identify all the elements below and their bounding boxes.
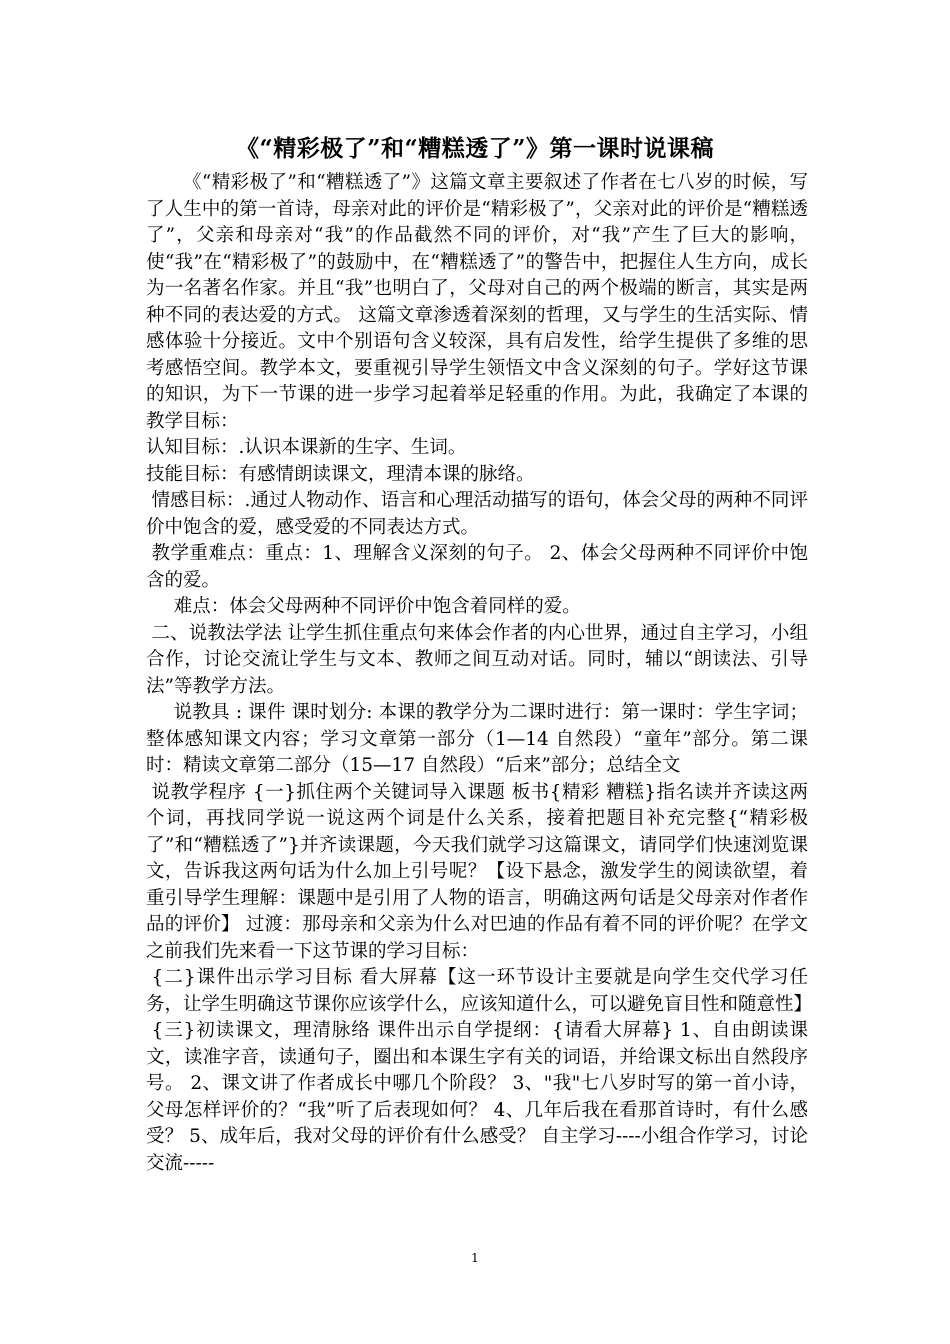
- paragraph-teaching-method: 二、说教法学法 让学生抓住重点句来体会作者的内心世界，通过自主学习，小组合作，讨论交流让学生与文本、教师之间互动对话。同时，辅以“朗读法、引导法”等教学方法。: [146, 622, 808, 697]
- paragraph-teaching-aids: 说教具 : 课件 课时划分: 本课的教学分为二课时进行：第一课时：学生字词；整体感知课文内容；学习文章第一部分（1—14 自然段）“童年”部分。第二课时：精读文章第二部分（15—17 自然段）“后来”部分；总结全文: [146, 702, 808, 776]
- paragraph-procedure-3: {三}初读课文，理清脉络 课件出示自学提纲：{请看大屏幕} 1、自由朗读课文，读准字音，读通句子，圈出和本课生字有关的词语，并给课文标出自然段序号。 2、课文讲了作者成长中哪几个阶段？ 3、"我"七八岁时写的第一首小诗，父母怎样评价的？“我”听了后表现如何？ 4、几年后我在看那首诗时，有什么感受？ 5、成年后，我对父母的评价有什么感受？ 自主学习----小组合作学习，讨论交流-----: [146, 1020, 808, 1174]
- page-number: 1: [471, 1251, 479, 1265]
- paragraph-emotion-goal: 情感目标：.通过人物动作、语言和心理活动描写的语句，体会父母的两种不同评价中饱含的爱，感受爱的不同表达方式。: [146, 490, 808, 538]
- paragraph-difficulty: 难点：体会父母两种不同评价中饱含着同样的爱。: [173, 596, 581, 617]
- paragraph-procedure-2: {二}课件出示学习目标 看大屏幕【这一环节设计主要就是向学生交代学习任务，让学生明确这节课你应该学什么，应该知道什么，可以避免盲目性和随意性】: [146, 967, 813, 1015]
- paragraph-intro: 《“精彩极了”和“糟糕透了”》这篇文章主要叙述了作者在七八岁的时候，写了人生中的第一首诗，母亲对此的评价是“精彩极了”，父亲对此的评价是“糟糕透了”，父亲和母亲对“我”的作品截然不同的评价，对“我”产生了巨大的影响，使“我”在“精彩极了”的鼓励中，在“糟糕透了”的警告中，把握住人生方向，成长为一名著名作家。并且“我”也明白了，父母对自己的两个极端的断言，其实是两种不同的表达爱的方式。 这篇文章渗透着深刻的哲理，又与学生的生活实际、情感体验十分接近。文中个别语句含义较深，具有启发性，给学生提供了多维的思考感悟空间。教学本文，要重视引导学生领悟文中含义深刻的句子。学好这节课的知识，为下一节课的进一步学习起着举足轻重的作用。为此，我确定了本课的教学目标：: [146, 172, 808, 432]
- document-title: 《“精彩极了”和“糟糕透了”》第一课时说课稿: [236, 135, 714, 162]
- paragraph-skill-goal: 技能目标：有感情朗读课文，理清本课的脉络。: [146, 463, 535, 485]
- paragraph-cognitive-goal: 认知目标：.认识本课新的生字、生词。: [146, 437, 467, 458]
- paragraph-key-points: 教学重难点：重点：1、理解含义深刻的句子。 2、体会父母两种不同评价中饱含的爱。: [146, 543, 808, 591]
- paragraph-procedure-1: 说教学程序 {一}抓住两个关键词导入课题 板书{精彩 糟糕}指名读并齐读这两个词，再找同学说一说这两个词是什么关系，接着把题目补充完整{“精彩极了”和“糟糕透了”}并齐读课题，今天我们就学习这篇课文，请同学们快速浏览课文，告诉我这两句话为什么加上引号呢？【设下悬念，激发学生的阅读欲望，着重引导学生理解：课题中是引用了人物的语言，明确这两句话是父母亲对作者作品的评价】 过渡：那母亲和父亲为什么对巴迪的作品有着不同的评价呢？在学文之前我们先来看一下这节课的学习目标：: [146, 781, 808, 962]
- document-body: [146, 170, 813, 1177]
